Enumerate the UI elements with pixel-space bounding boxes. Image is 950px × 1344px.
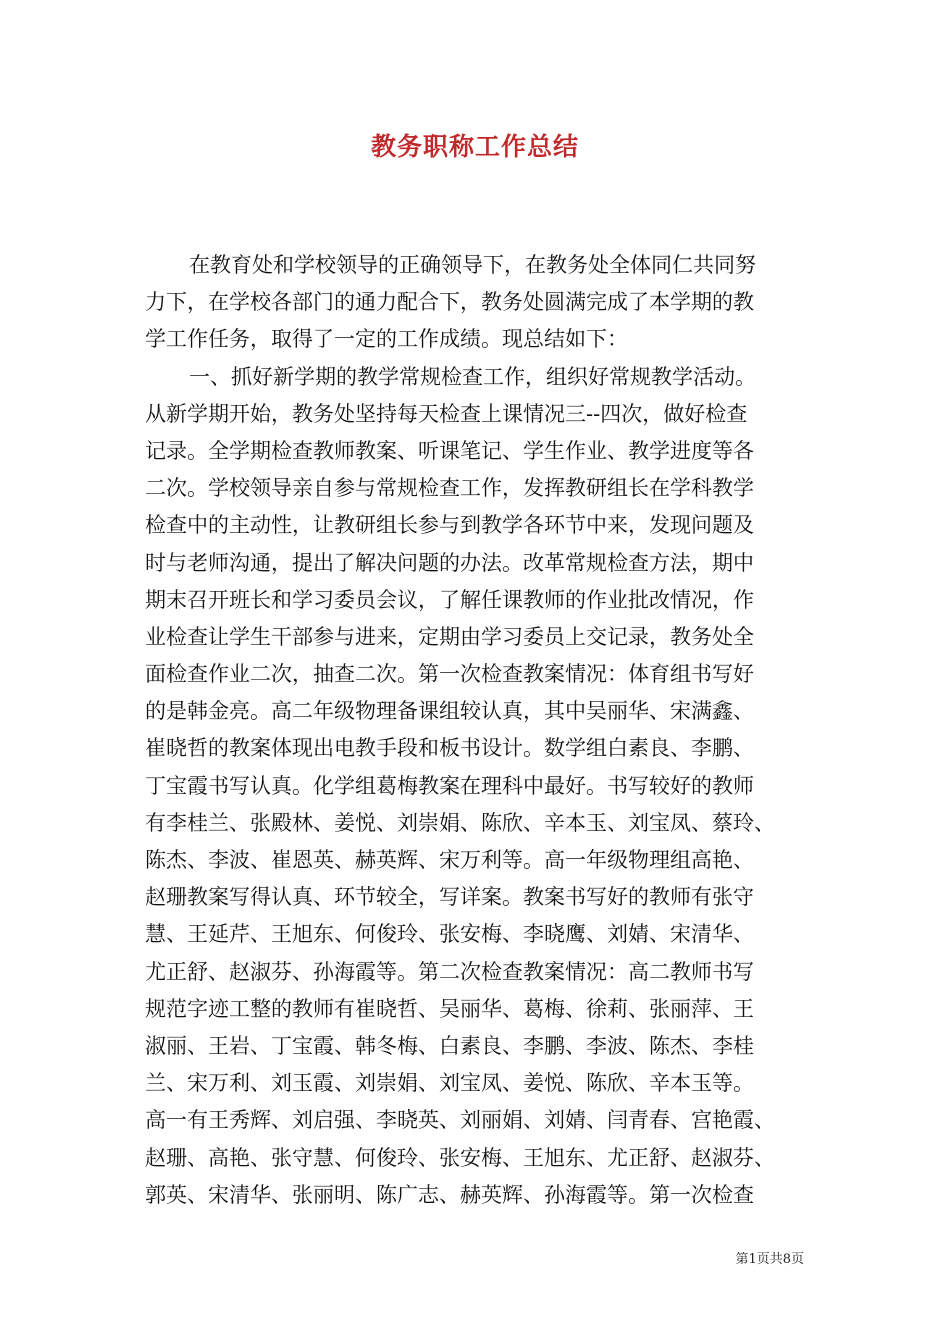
body-line: 崔晓哲的教案体现出电教手段和板书设计。数学组白素良、李鹏、	[145, 736, 754, 761]
body-line: 尤正舒、赵淑芬、孙海霞等。第二次检查教案情况：高二教师书写	[145, 959, 754, 984]
body-line: 期末召开班长和学习委员会议，了解任课教师的作业批改情况，作	[145, 587, 754, 612]
body-line: 赵珊、高艳、张守慧、何俊玲、张安梅、王旭东、尤正舒、赵淑芬、	[145, 1145, 775, 1170]
body-line: 检查中的主动性，让教研组长参与到教学各环节中来，发现问题及	[145, 513, 754, 538]
body-line: 赵珊教案写得认真、环节较全，写详案。教案书写好的教师有张守	[145, 885, 754, 910]
body-line: 时与老师沟通，提出了解决问题的办法。改革常规检查方法，期中	[145, 550, 754, 575]
body-line: 规范字迹工整的教师有崔晓哲、吴丽华、葛梅、徐莉、张丽萍、王	[145, 996, 754, 1021]
body-line: 在教育处和学校领导的正确领导下，在教务处全体同仁共同努	[189, 253, 756, 277]
body-line: 学工作任务，取得了一定的工作成绩。现总结如下：	[145, 327, 628, 352]
body-line: 慧、王延芹、王旭东、何俊玲、张安梅、李晓鹰、刘婧、宋清华、	[145, 922, 754, 947]
document-body	[145, 247, 815, 1214]
body-line: 陈杰、李波、崔恩英、赫英辉、宋万利等。高一年级物理组高艳、	[145, 848, 754, 872]
body-line: 兰、宋万利、刘玉霞、刘崇娟、刘宝凤、姜悦、陈欣、辛本玉等。	[145, 1071, 754, 1096]
body-line: 记录。全学期检查教师教案、听课笔记、学生作业、教学进度等各	[145, 438, 754, 463]
body-line: 力下，在学校各部门的通力配合下，教务处圆满完成了本学期的教	[145, 290, 754, 315]
body-line: 有李桂兰、张殿林、姜悦、刘崇娟、陈欣、辛本玉、刘宝凤、蔡玲、	[145, 810, 775, 835]
document-title: 教务职称工作总结	[370, 132, 579, 161]
section-heading-line: 一、抓好新学期的教学常规检查工作，组织好常规教学活动。	[189, 364, 756, 389]
body-line: 的是韩金亮。高二年级物理备课组较认真，其中吴丽华、宋满鑫、	[145, 699, 754, 724]
page-number: 第1页共8页	[735, 1252, 804, 1267]
body-line: 业检查让学生干部参与进来，定期由学习委员上交记录，教务处全	[145, 624, 754, 649]
body-line: 面检查作业二次，抽查二次。第一次检查教案情况：体育组书写好	[145, 662, 754, 687]
body-line: 郭英、宋清华、张丽明、陈广志、赫英辉、孙海霞等。第一次检查	[145, 1182, 754, 1207]
body-line: 淑丽、王岩、丁宝霞、韩冬梅、白素良、李鹏、李波、陈杰、李桂	[145, 1033, 754, 1058]
body-line: 丁宝霞书写认真。化学组葛梅教案在理科中最好。书写较好的教师	[145, 773, 754, 798]
body-line: 从新学期开始，教务处坚持每天检查上课情况三--四次，做好检查	[145, 401, 748, 426]
body-line: 高一有王秀辉、刘启强、李晓英、刘丽娟、刘婧、闫青春、宫艳霞、	[145, 1108, 775, 1133]
body-line: 二次。学校领导亲自参与常规检查工作，发挥教研组长在学科教学	[145, 476, 754, 501]
